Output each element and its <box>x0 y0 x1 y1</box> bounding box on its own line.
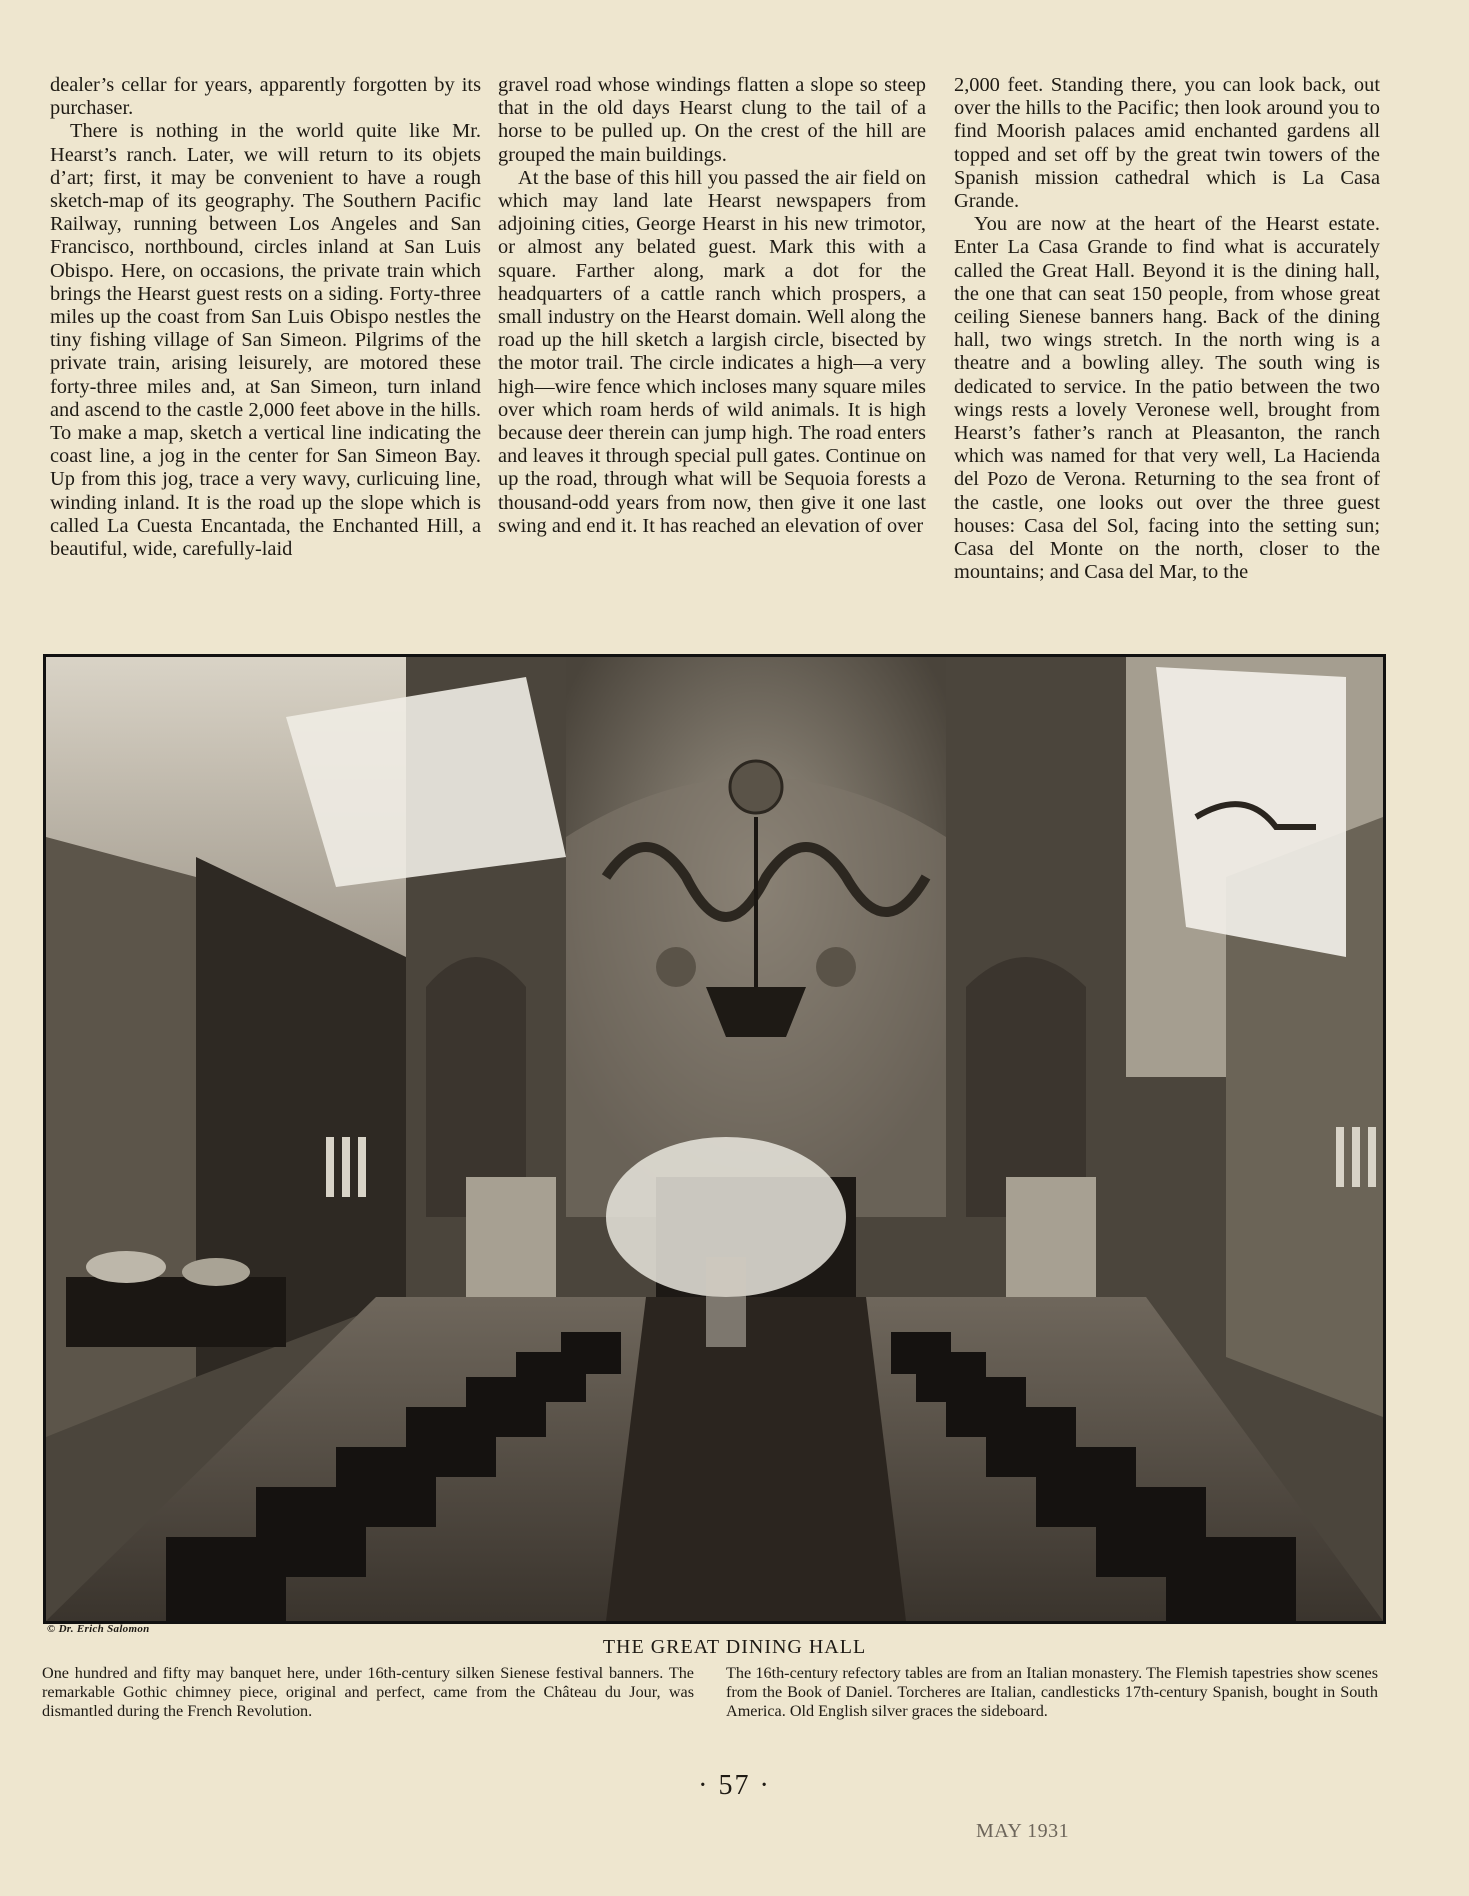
photo-title: THE GREAT DINING HALL <box>602 1636 867 1658</box>
text-column-2 <box>498 74 926 630</box>
column-3-paragraph-1: 2,000 feet. Standing there, you can look back, out over the hills to the Pacific; then look around you to find Moorish palaces amid enchanted gardens all topped and set off by the great twin towers of the Spanish mission cathedral which is La Casa Grande. <box>954 74 1380 213</box>
column-2-paragraph-2: At the base of this hill you passed the air field on which may land late Hearst newspapers from adjoining cities, George Hearst in his new trimotor, or almost any belated guest. Mark this with a square. Farther along, mark a dot for the headquarters of a cattle ranch which prospers, a small industry on the Hearst domain. Well along the road up the hill sketch a largish circle, bisected by the motor trail. The circle indicates a high—a very high—wire fence which incloses many square miles over which roam herds of wild animals. It is high because deer therein can jump high. The road enters and leaves it through special pull gates. Continue on up the road, through what will be Sequoia forests a thousand-odd years from now, then give it one last swing and end it. It has reached an elevation of over <box>498 166 926 537</box>
text-column-1 <box>50 74 481 630</box>
dining-hall-illustration <box>46 657 1383 1621</box>
column-1-paragraph-1: dealer’s cellar for years, apparently forgotten by its purchaser. <box>50 74 481 120</box>
page-number: · 57 · <box>698 1770 771 1801</box>
text-column-3 <box>954 74 1380 630</box>
photo-caption-right: The 16th-century refectory tables are from an Italian monastery. The Flemish tapestries show scenes from the Book of Daniel. Torcheres are Italian, candlesticks 17th-century Spanish, bought in South America. Old English silver graces the sideboard. <box>726 1664 1378 1720</box>
column-1-paragraph-2: There is nothing in the world quite like Mr. Hearst’s ranch. Later, we will return to its objets d’art; first, it may be convenient to have a rough sketch-map of its geography. The Southern Pacific Railway, running between Los Angeles and San Francisco, northbound, circles inland at San Luis Obispo. Here, on occasions, the private train which brings the Hearst guest rests on a siding. Forty-three miles up the coast from San Luis Obispo nestles the tiny fishing village of San Simeon. Pilgrims of the private train, arising leisurely, are motored these forty-three miles and, at San Simeon, turn inland and ascend to the castle 2,000 feet above in the hills. To make a map, sketch a vertical line indicating the coast line, a jog in the center for San Simeon Bay. Up from this jog, trace a very wavy, curlicuing line, winding inland. It is the road up the slope which is called La Cuesta Encantada, the Enchanted Hill, a beautiful, wide, carefully-laid <box>50 120 481 561</box>
photo-credit: © Dr. Erich Salomon <box>47 1623 150 1635</box>
column-2-paragraph-1: gravel road whose windings flatten a slope so steep that in the old days Hearst clung to the tail of a horse to be pulled up. On the crest of the hill are grouped the main buildings. <box>498 74 926 166</box>
dining-hall-photo <box>43 654 1386 1624</box>
column-3-paragraph-2: You are now at the heart of the Hearst estate. Enter La Casa Grande to find what is accurately called the Great Hall. Beyond it is the dining hall, the one that can seat 150 people, from whose great ceiling Sienese banners hang. Back of the dining hall, two wings stretch. In the north wing is a theatre and a bowling alley. The south wing is dedicated to service. In the patio between the two wings rests a lovely Veronese well, brought from Hearst’s father’s ranch at Pleasanton, the ranch which was named for that very well, La Hacienda del Pozo de Verona. Returning to the sea front of the castle, one looks out over the three guest houses: Casa del Sol, facing into the setting sun; Casa del Monte on the north, closer to the mountains; and Casa del Mar, to the <box>954 213 1380 584</box>
issue-date: MAY 1931 <box>976 1820 1070 1842</box>
photo-caption-left: One hundred and fifty may banquet here, under 16th-century silken Sienese festival banners. The remarkable Gothic chimney piece, original and perfect, came from the Château du Jour, was dismantled during the French Revolution. <box>42 1664 694 1720</box>
